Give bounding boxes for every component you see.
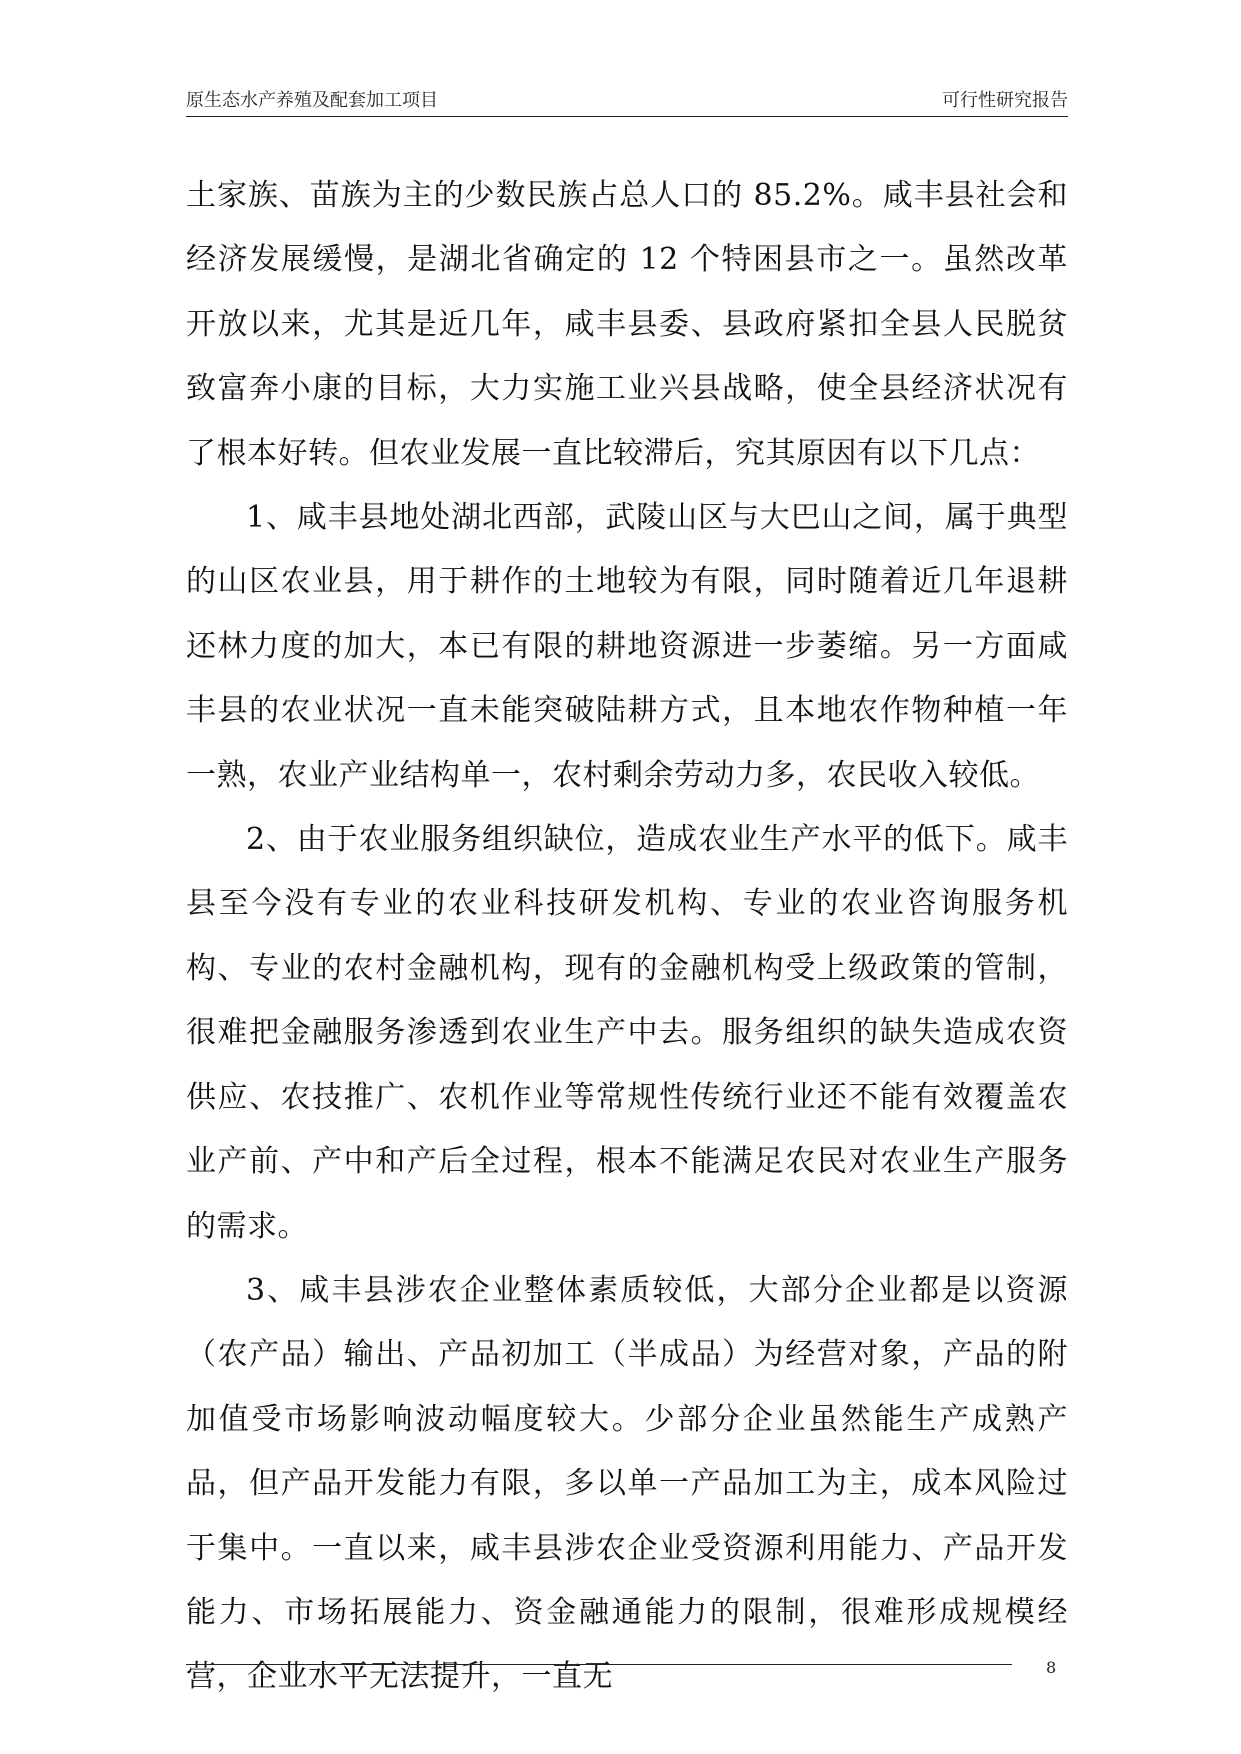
footer-divider xyxy=(186,1664,1012,1665)
document-body xyxy=(186,164,1068,1710)
paragraph-point-2: 2、由于农业服务组织缺位，造成农业生产水平的低下。咸丰县至今没有专业的农业科技研发机构、专业的农业咨询服务机构、专业的农村金融机构，现有的金融机构受上级政策的管制，很难把金融服务渗透到农业生产中去。服务组织的缺失造成农资供应、农技推广、农机作业等常规性传统行业还不能有效覆盖农业产前、产中和产后全过程，根本不能满足农民对农业生产服务的需求。 xyxy=(186,822,1068,1244)
paragraph-intro: 土家族、苗族为主的少数民族占总人口的 85.2%。咸丰县社会和经济发展缓慢，是湖北省确定的 12 个特困县市之一。虽然改革开放以来，尤其是近几年，咸丰县委、县政府紧扣全县人民脱贫致富奔小康的目标，大力实施工业兴县战略，使全县经济状况有了根本好转。但农业发展一直比较滞后，究其原因有以下几点： xyxy=(186,178,1068,471)
header-project-title: 原生态水产养殖及配套加工项目 xyxy=(186,90,438,111)
paragraph-point-1: 1、咸丰县地处湖北西部，武陵山区与大巴山之间，属于典型的山区农业县，用于耕作的土地较为有限，同时随着近几年退耕还林力度的加大，本已有限的耕地资源进一步萎缩。另一方面咸丰县的农业状况一直未能突破陆耕方式，且本地农作物种植一年一熟，农业产业结构单一，农村剩余劳动力多，农民收入较低。 xyxy=(186,500,1068,793)
page-number: 8 xyxy=(1046,1658,1057,1677)
page-header xyxy=(186,86,1068,117)
paragraph-point-3: 3、咸丰县涉农企业整体素质较低，大部分企业都是以资源（农产品）输出、产品初加工（半成品）为经营对象，产品的附加值受市场影响波动幅度较大。少部分企业虽然能生产成熟产品，但产品开发能力有限，多以单一产品加工为主，成本风险过于集中。一直以来，咸丰县涉农企业受资源利用能力、产品开发能力、市场拓展能力、资金融通能力的限制，很难形成规模经营，企业水平无法提升，一直无 xyxy=(186,1272,1068,1695)
header-report-type: 可行性研究报告 xyxy=(942,90,1068,111)
